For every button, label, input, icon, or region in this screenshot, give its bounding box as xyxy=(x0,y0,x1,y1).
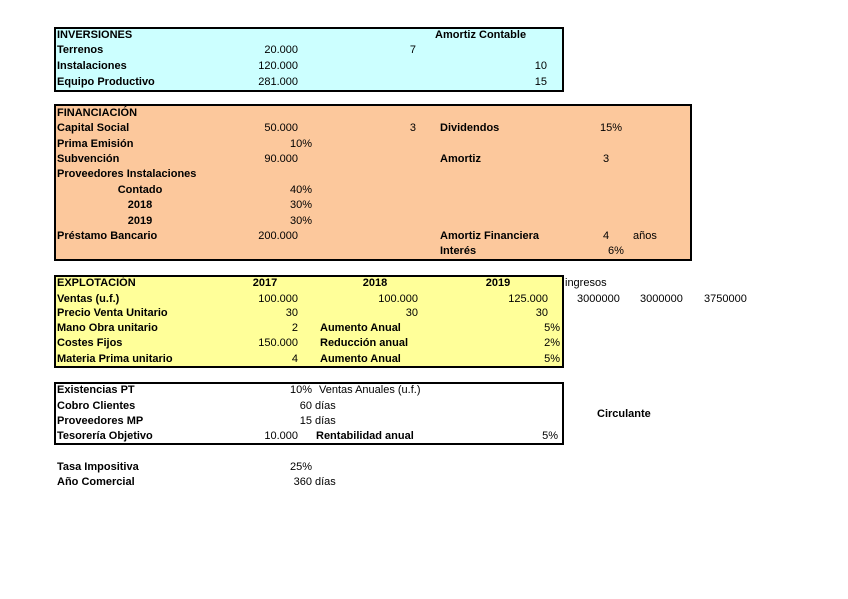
interes-label: Interés xyxy=(440,245,477,257)
contado-value: 40% xyxy=(289,184,312,196)
anio-comercial-value: 360 xyxy=(293,476,312,488)
existencias-label: Existencias PT xyxy=(57,384,135,396)
tesoreria-sub-label: Rentabilidad anual xyxy=(316,430,414,442)
materia-prima-sub-value: 5% xyxy=(544,353,560,365)
mano-obra-value: 2 xyxy=(291,322,298,334)
anio-comercial-label: Año Comercial xyxy=(57,476,135,488)
existencias-value: 10% xyxy=(289,384,312,396)
ventas-2017: 100.000 xyxy=(258,293,298,305)
materia-prima-label: Materia Prima unitario xyxy=(57,353,173,365)
costes-fijos-sub-value: 2% xyxy=(544,337,560,349)
year-2018-value: 30% xyxy=(289,199,312,211)
year-header-2019: 2019 xyxy=(485,277,511,289)
circulante-title: Circulante xyxy=(597,408,651,420)
mano-obra-sub-label: Aumento Anual xyxy=(320,322,401,334)
proveedores-mp-value: 15 xyxy=(299,415,312,427)
proveedores-instalaciones-label: Proveedores Instalaciones xyxy=(57,168,197,180)
proveedores-mp-unit: días xyxy=(315,415,336,427)
mano-obra-label: Mano Obra unitario xyxy=(57,322,158,334)
ingresos-2018: 3000000 xyxy=(640,293,683,305)
year-header-2018: 2018 xyxy=(362,277,388,289)
costes-fijos-value: 150.000 xyxy=(258,337,298,349)
prestamo-value: 200.000 xyxy=(258,230,298,242)
terrenos-value: 20.000 xyxy=(264,44,298,56)
financiacion-title: FINANCIACIÓN xyxy=(57,107,138,119)
precio-2018: 30 xyxy=(405,307,418,319)
terrenos-label: Terrenos xyxy=(57,44,104,56)
year-header-2017: 2017 xyxy=(252,277,278,289)
cobro-clientes-value: 60 xyxy=(299,400,312,412)
instalaciones-label: Instalaciones xyxy=(57,60,127,72)
amortiz-financiera-value: 4 xyxy=(603,230,610,242)
capital-social-label: Capital Social xyxy=(57,122,130,134)
ingresos-2017: 3000000 xyxy=(577,293,620,305)
mano-obra-sub-value: 5% xyxy=(544,322,560,334)
existencias-note: Ventas Anuales (u.f.) xyxy=(319,384,421,396)
precio-2019: 30 xyxy=(535,307,548,319)
dividendos-label: Dividendos xyxy=(440,122,500,134)
explotacion-title: EXPLOTACIÓN xyxy=(57,277,136,289)
ventas-2019: 125.000 xyxy=(508,293,548,305)
contado-label: Contado xyxy=(117,184,163,196)
year-2019-label: 2019 xyxy=(127,215,153,227)
amortiz-financiera-label: Amortiz Financiera xyxy=(440,230,540,242)
year-2019-value: 30% xyxy=(289,215,312,227)
ventas-2018: 100.000 xyxy=(378,293,418,305)
capital-social-extra: 3 xyxy=(409,122,416,134)
precio-2017: 30 xyxy=(285,307,298,319)
amortiz-label: Amortiz xyxy=(440,153,481,165)
amortiz-contable-header: Amortiz Contable xyxy=(435,29,527,41)
tesoreria-sub-value: 5% xyxy=(542,430,558,442)
ingresos-2019: 3750000 xyxy=(704,293,747,305)
equipo-label: Equipo Productivo xyxy=(57,76,155,88)
subvencion-value: 90.000 xyxy=(264,153,298,165)
instalaciones-amortiz: 10 xyxy=(534,60,547,72)
costes-fijos-label: Costes Fijos xyxy=(57,337,123,349)
tasa-impositiva-label: Tasa Impositiva xyxy=(57,461,139,473)
subvencion-label: Subvención xyxy=(57,153,120,165)
materia-prima-value: 4 xyxy=(291,353,298,365)
proveedores-mp-label: Proveedores MP xyxy=(57,415,144,427)
prima-emision-value: 10% xyxy=(289,138,312,150)
prestamo-label: Préstamo Bancario xyxy=(57,230,158,242)
materia-prima-sub-label: Aumento Anual xyxy=(320,353,401,365)
tasa-impositiva-value: 25% xyxy=(289,461,312,473)
prima-emision-label: Prima Emisión xyxy=(57,138,134,150)
capital-social-value: 50.000 xyxy=(264,122,298,134)
interes-value: 6% xyxy=(608,245,624,257)
cobro-clientes-label: Cobro Clientes xyxy=(57,400,136,412)
anio-comercial-unit: días xyxy=(315,476,336,488)
instalaciones-value: 120.000 xyxy=(258,60,298,72)
amortiz-value: 3 xyxy=(603,153,610,165)
dividendos-value: 15% xyxy=(600,122,623,134)
year-2018-label: 2018 xyxy=(127,199,153,211)
ventas-label: Ventas (u.f.) xyxy=(57,293,120,305)
inversiones-title: INVERSIONES xyxy=(57,29,133,41)
tesoreria-label: Tesorería Objetivo xyxy=(57,430,153,442)
terrenos-extra: 7 xyxy=(409,44,416,56)
equipo-value: 281.000 xyxy=(258,76,298,88)
cobro-clientes-unit: días xyxy=(315,400,336,412)
amortiz-financiera-unit: años xyxy=(633,230,657,242)
ingresos-label: ingresos xyxy=(565,277,607,289)
costes-fijos-sub-label: Reducción anual xyxy=(320,337,409,349)
equipo-amortiz: 15 xyxy=(534,76,547,88)
tesoreria-value: 10.000 xyxy=(264,430,298,442)
precio-label: Precio Venta Unitario xyxy=(57,307,168,319)
